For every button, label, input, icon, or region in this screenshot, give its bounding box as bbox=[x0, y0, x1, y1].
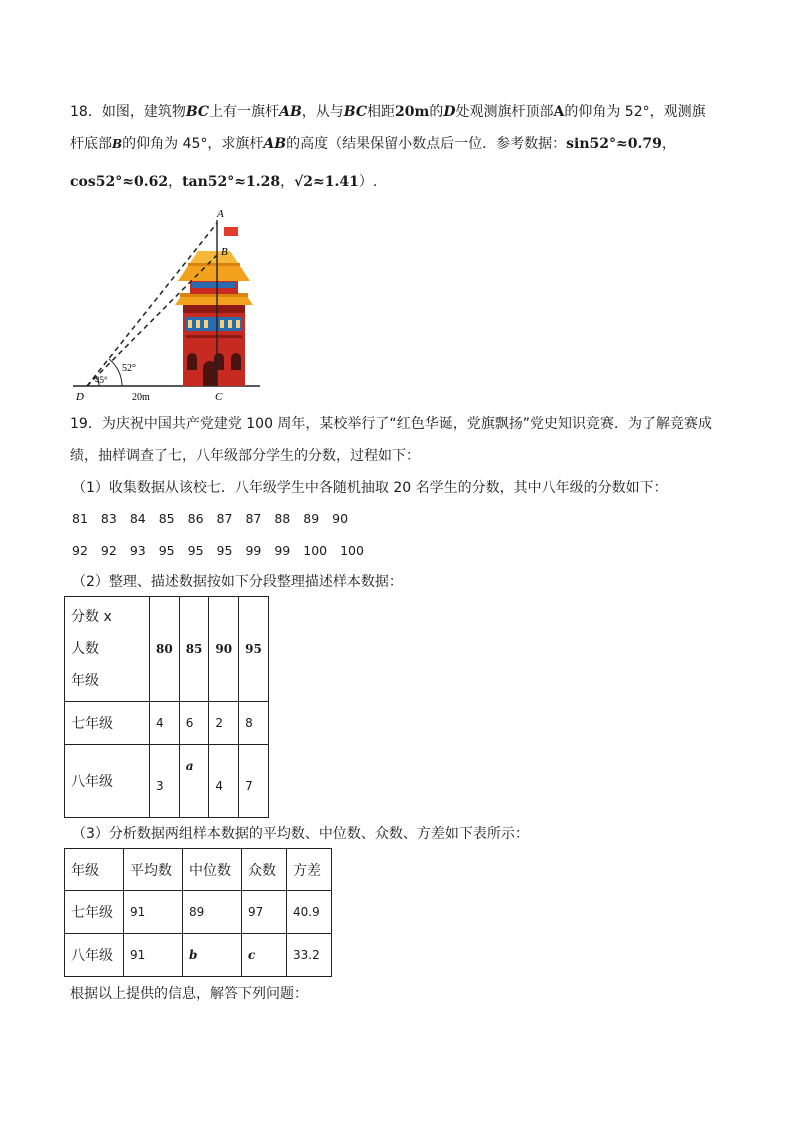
score-value: 99 bbox=[274, 543, 291, 558]
tower-diagram bbox=[70, 205, 270, 405]
var-distance: 20m bbox=[395, 104, 430, 120]
score-bin: 80 bbox=[150, 597, 180, 702]
q18-text: 上有一旗杆 bbox=[209, 104, 280, 120]
score-value: 95 bbox=[216, 543, 233, 558]
ref-tan: tan52°≈1.28 bbox=[182, 174, 281, 190]
q19-line-1: 19．为庆祝中国共产党建党 100 周年，某校举行了“红色华诞，党旗飘扬”党史知识竞赛．为了解竞赛成 bbox=[70, 416, 712, 432]
label-angle-45: 45° bbox=[95, 375, 108, 385]
label-D: D bbox=[76, 391, 84, 403]
ref-cos: cos52°≈0.62 bbox=[70, 174, 169, 190]
table-row bbox=[65, 702, 269, 745]
label-angle-52: 52° bbox=[122, 363, 136, 374]
q18-line-1 bbox=[70, 102, 706, 122]
score-value: 89 bbox=[303, 511, 320, 526]
median-cell: 89 bbox=[183, 891, 242, 934]
var-AB: AB bbox=[263, 136, 287, 152]
q19-line-2: 绩，抽样调查了七，八年级部分学生的分数，过程如下： bbox=[70, 448, 420, 464]
grade-cell: 八年级 bbox=[65, 934, 124, 977]
frequency-table bbox=[64, 596, 269, 818]
score-value: 92 bbox=[100, 543, 117, 558]
ref-sin: sin52°≈0.79 bbox=[566, 136, 662, 152]
var-D: D bbox=[443, 104, 456, 120]
table-row bbox=[65, 745, 269, 818]
q19-closing: 根据以上提供的信息，解答下列问题： bbox=[70, 986, 308, 1002]
header-median: 中位数 bbox=[183, 849, 242, 891]
header-variance: 方差 bbox=[287, 849, 332, 891]
header-mode: 众数 bbox=[242, 849, 287, 891]
label-C: C bbox=[215, 391, 223, 403]
q18-text: 的仰角为 45°，求旗杆 bbox=[122, 136, 264, 152]
corner-cell bbox=[65, 597, 150, 702]
q18-line-3 bbox=[70, 172, 377, 192]
ref-sqrt: √2≈1.41 bbox=[294, 174, 359, 190]
variance-cell: 40.9 bbox=[287, 891, 332, 934]
label-A: A bbox=[217, 208, 224, 220]
score-value: 85 bbox=[158, 511, 175, 526]
score-row-1 bbox=[72, 511, 361, 526]
score-value: 99 bbox=[245, 543, 262, 558]
var-AB: AB bbox=[279, 104, 302, 120]
header-grade: 年级 bbox=[65, 849, 124, 891]
q18-text: ， bbox=[280, 174, 295, 190]
q18-text: 的仰角为 52°，观测旗 bbox=[564, 104, 706, 120]
count-cell: 7 bbox=[239, 745, 269, 818]
q18-text: 杆底部 bbox=[70, 136, 112, 152]
count-cell: 8 bbox=[239, 702, 269, 745]
count-cell: 4 bbox=[209, 745, 239, 818]
statistics-table bbox=[64, 848, 332, 977]
score-value: 86 bbox=[187, 511, 204, 526]
q19-step-2: （2）整理、描述数据按如下分段整理描述样本数据： bbox=[72, 574, 403, 590]
score-bin: 85 bbox=[179, 597, 209, 702]
q18-text: 18．如图，建筑物 bbox=[70, 104, 186, 120]
grade-cell: 七年级 bbox=[65, 702, 150, 745]
score-value: 81 bbox=[72, 511, 88, 526]
count-cell-unknown: a bbox=[179, 745, 209, 818]
mode-cell-unknown: c bbox=[242, 934, 287, 977]
score-value: 88 bbox=[274, 511, 291, 526]
count-cell: 3 bbox=[150, 745, 180, 818]
mode-cell: 97 bbox=[242, 891, 287, 934]
mean-cell: 91 bbox=[124, 934, 183, 977]
q18-text: ， bbox=[661, 136, 676, 152]
var-A: A bbox=[553, 104, 565, 120]
score-bin: 95 bbox=[239, 597, 269, 702]
corner-label-grade: 年级 bbox=[71, 673, 99, 689]
var-BC: BC bbox=[185, 104, 210, 120]
score-row-2 bbox=[72, 543, 377, 558]
score-value: 95 bbox=[158, 543, 175, 558]
grade-cell: 七年级 bbox=[65, 891, 124, 934]
mean-cell: 91 bbox=[124, 891, 183, 934]
q18-text: ，从与 bbox=[301, 104, 344, 120]
score-value: 93 bbox=[129, 543, 146, 558]
median-cell-unknown: b bbox=[183, 934, 242, 977]
q18-text: ， bbox=[168, 174, 183, 190]
q18-line-2 bbox=[70, 134, 676, 154]
table-row bbox=[65, 934, 332, 977]
count-cell: 6 bbox=[179, 702, 209, 745]
q19-step-1: （1）收集数据从该校七．八年级学生中各随机抽取 20 名学生的分数，其中八年级的分数如下： bbox=[72, 480, 668, 496]
label-distance: 20m bbox=[132, 392, 150, 403]
score-value: 100 bbox=[340, 543, 364, 558]
score-bin: 90 bbox=[209, 597, 239, 702]
table-header-row bbox=[65, 597, 269, 702]
tower-figure bbox=[70, 205, 270, 405]
corner-label-score: 分数 x bbox=[71, 609, 112, 625]
corner-label-count: 人数 bbox=[71, 641, 99, 657]
score-value: 84 bbox=[129, 511, 146, 526]
score-value: 90 bbox=[332, 511, 349, 526]
variance-cell: 33.2 bbox=[287, 934, 332, 977]
table-row bbox=[65, 891, 332, 934]
q18-text: ）. bbox=[358, 174, 378, 190]
label-B: B bbox=[221, 246, 228, 258]
score-value: 92 bbox=[72, 543, 88, 558]
q18-text: 处观测旗杆顶部 bbox=[455, 104, 554, 120]
score-value: 83 bbox=[100, 511, 117, 526]
header-mean: 平均数 bbox=[124, 849, 183, 891]
q18-text: 相距 bbox=[367, 104, 396, 120]
score-value: 100 bbox=[303, 543, 328, 558]
count-cell: 2 bbox=[209, 702, 239, 745]
var-BC: BC bbox=[343, 104, 368, 120]
q19-step-3: （3）分析数据两组样本数据的平均数、中位数、众数、方差如下表所示： bbox=[72, 826, 529, 842]
score-value: 87 bbox=[245, 511, 262, 526]
table-header-row bbox=[65, 849, 332, 891]
var-B: B bbox=[112, 137, 123, 151]
grade-cell: 八年级 bbox=[65, 745, 150, 818]
q18-text: 的 bbox=[429, 104, 444, 120]
count-cell: 4 bbox=[150, 702, 180, 745]
score-value: 95 bbox=[187, 543, 204, 558]
score-value: 87 bbox=[216, 511, 233, 526]
q18-text: 的高度（结果保留小数点后一位．参考数据： bbox=[286, 136, 567, 152]
